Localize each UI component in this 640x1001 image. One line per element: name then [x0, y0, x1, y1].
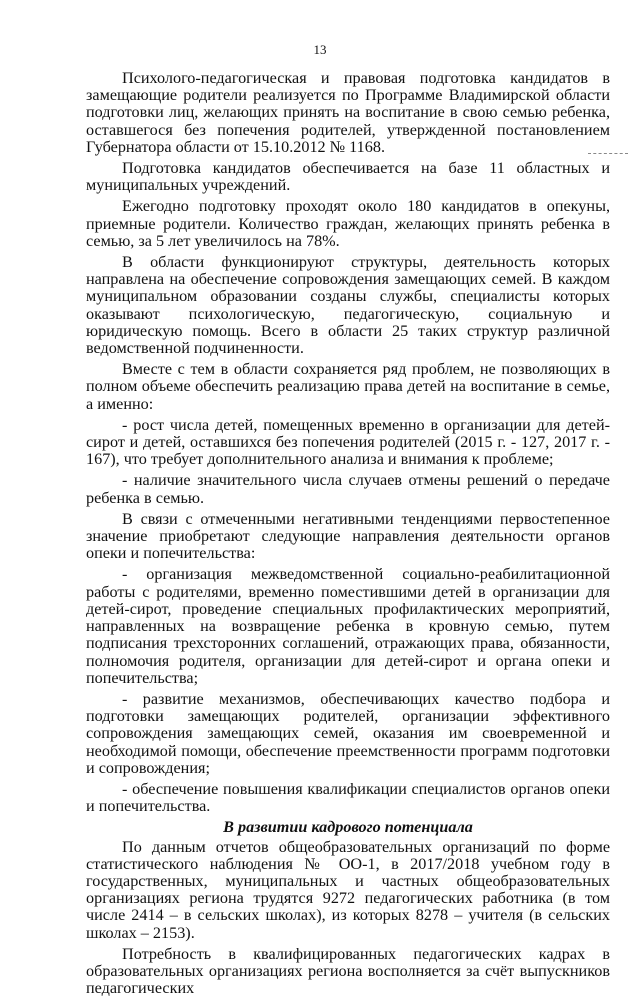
- paragraph: Ежегодно подготовку проходят около 180 кандидатов в опекуны, приемные родители. Количество граждан, желающих принять ребенка в семью, за 5 лет увеличилось на 78%.: [86, 197, 610, 250]
- paragraph: Вместе с тем в области сохраняется ряд проблем, не позволяющих в полном объеме обеспечить реализацию права детей на воспитание в семье, а именно:: [86, 360, 610, 413]
- list-item: - организация межведомственной социально-реабилитационной работы с родителями, временно поместившими детей в организации для детей-сирот, проведение специальных профилактических мероприятий, направленных на возвращение ребенка в кровную семью, путем подписания трехсторонних соглашений, отражающих права, обязанности, полномочия родителя, организации для детей-сирот и органа опеки и попечительства;: [86, 565, 610, 687]
- paragraph: В связи с отмеченными негативными тенденциями первостепенное значение приобретают следующие направления деятельности органов опеки и попечительства:: [86, 509, 610, 563]
- document-body: [86, 70, 610, 1001]
- paragraph: Потребность в квалифицированных педагогических кадрах в образовательных организациях региона восполняется за счёт выпускников педагогических: [86, 944, 610, 998]
- list-item: - развитие механизмов, обеспечивающих качество подбора и подготовки замещающих родителей, организации эффективного сопровождения замещающих семей, оказания им своевременной и необходимой помощи, обеспечение преемственности программ подготовки и сопровождения;: [86, 689, 610, 777]
- paragraph: В области функционируют структуры, деятельность которых направлена на обеспечение сопровождения замещающих семей. В каждом муниципальном образовании созданы службы, специалисты которых оказывают психологическую, педагогическую, социальную и юридическую помощь. Всего в области 25 таких структур различной ведомственной подчиненности.: [86, 253, 610, 358]
- list-item: - рост числа детей, помещенных временно в организации для детей-сирот и детей, оставшихся без попечения родителей (2015 г. - 127, 2017 г. - 167), что требует дополнительного анализа и внимания к проблеме;: [86, 415, 610, 469]
- list-item: - наличие значительного числа случаев отмены решений о передаче ребенка в семью.: [86, 471, 610, 507]
- section-heading: В развитии кадрового потенциала: [223, 818, 473, 837]
- paragraph: Подготовка кандидатов обеспечивается на базе 11 областных и муниципальных учреждений.: [86, 159, 610, 195]
- paragraph: По данным отчетов общеобразовательных организаций по форме статистического наблюдения № ОО-1, в 2017/2018 учебном году в государственных, муниципальных и частных общеобразовательных организациях региона трудятся 9272 педагогических работника (в том числе 2414 – в сельских школах), из которых 8278 – учителя (в сельских школах – 2153).: [86, 837, 610, 942]
- paragraph: Психолого-педагогическая и правовая подготовка кандидатов в замещающие родители реализуется по Программе Владимирской области подготовки лиц, желающих принять на воспитание в свою семью ребенка, оставшегося без попечения родителей, утвержденной постановлением Губернатора области от 15.10.2012 № 1168.: [86, 69, 610, 156]
- list-item: - обеспечение повышения квалификации специалистов органов опеки и попечительства.: [86, 779, 610, 816]
- page-number: 13: [313, 42, 327, 57]
